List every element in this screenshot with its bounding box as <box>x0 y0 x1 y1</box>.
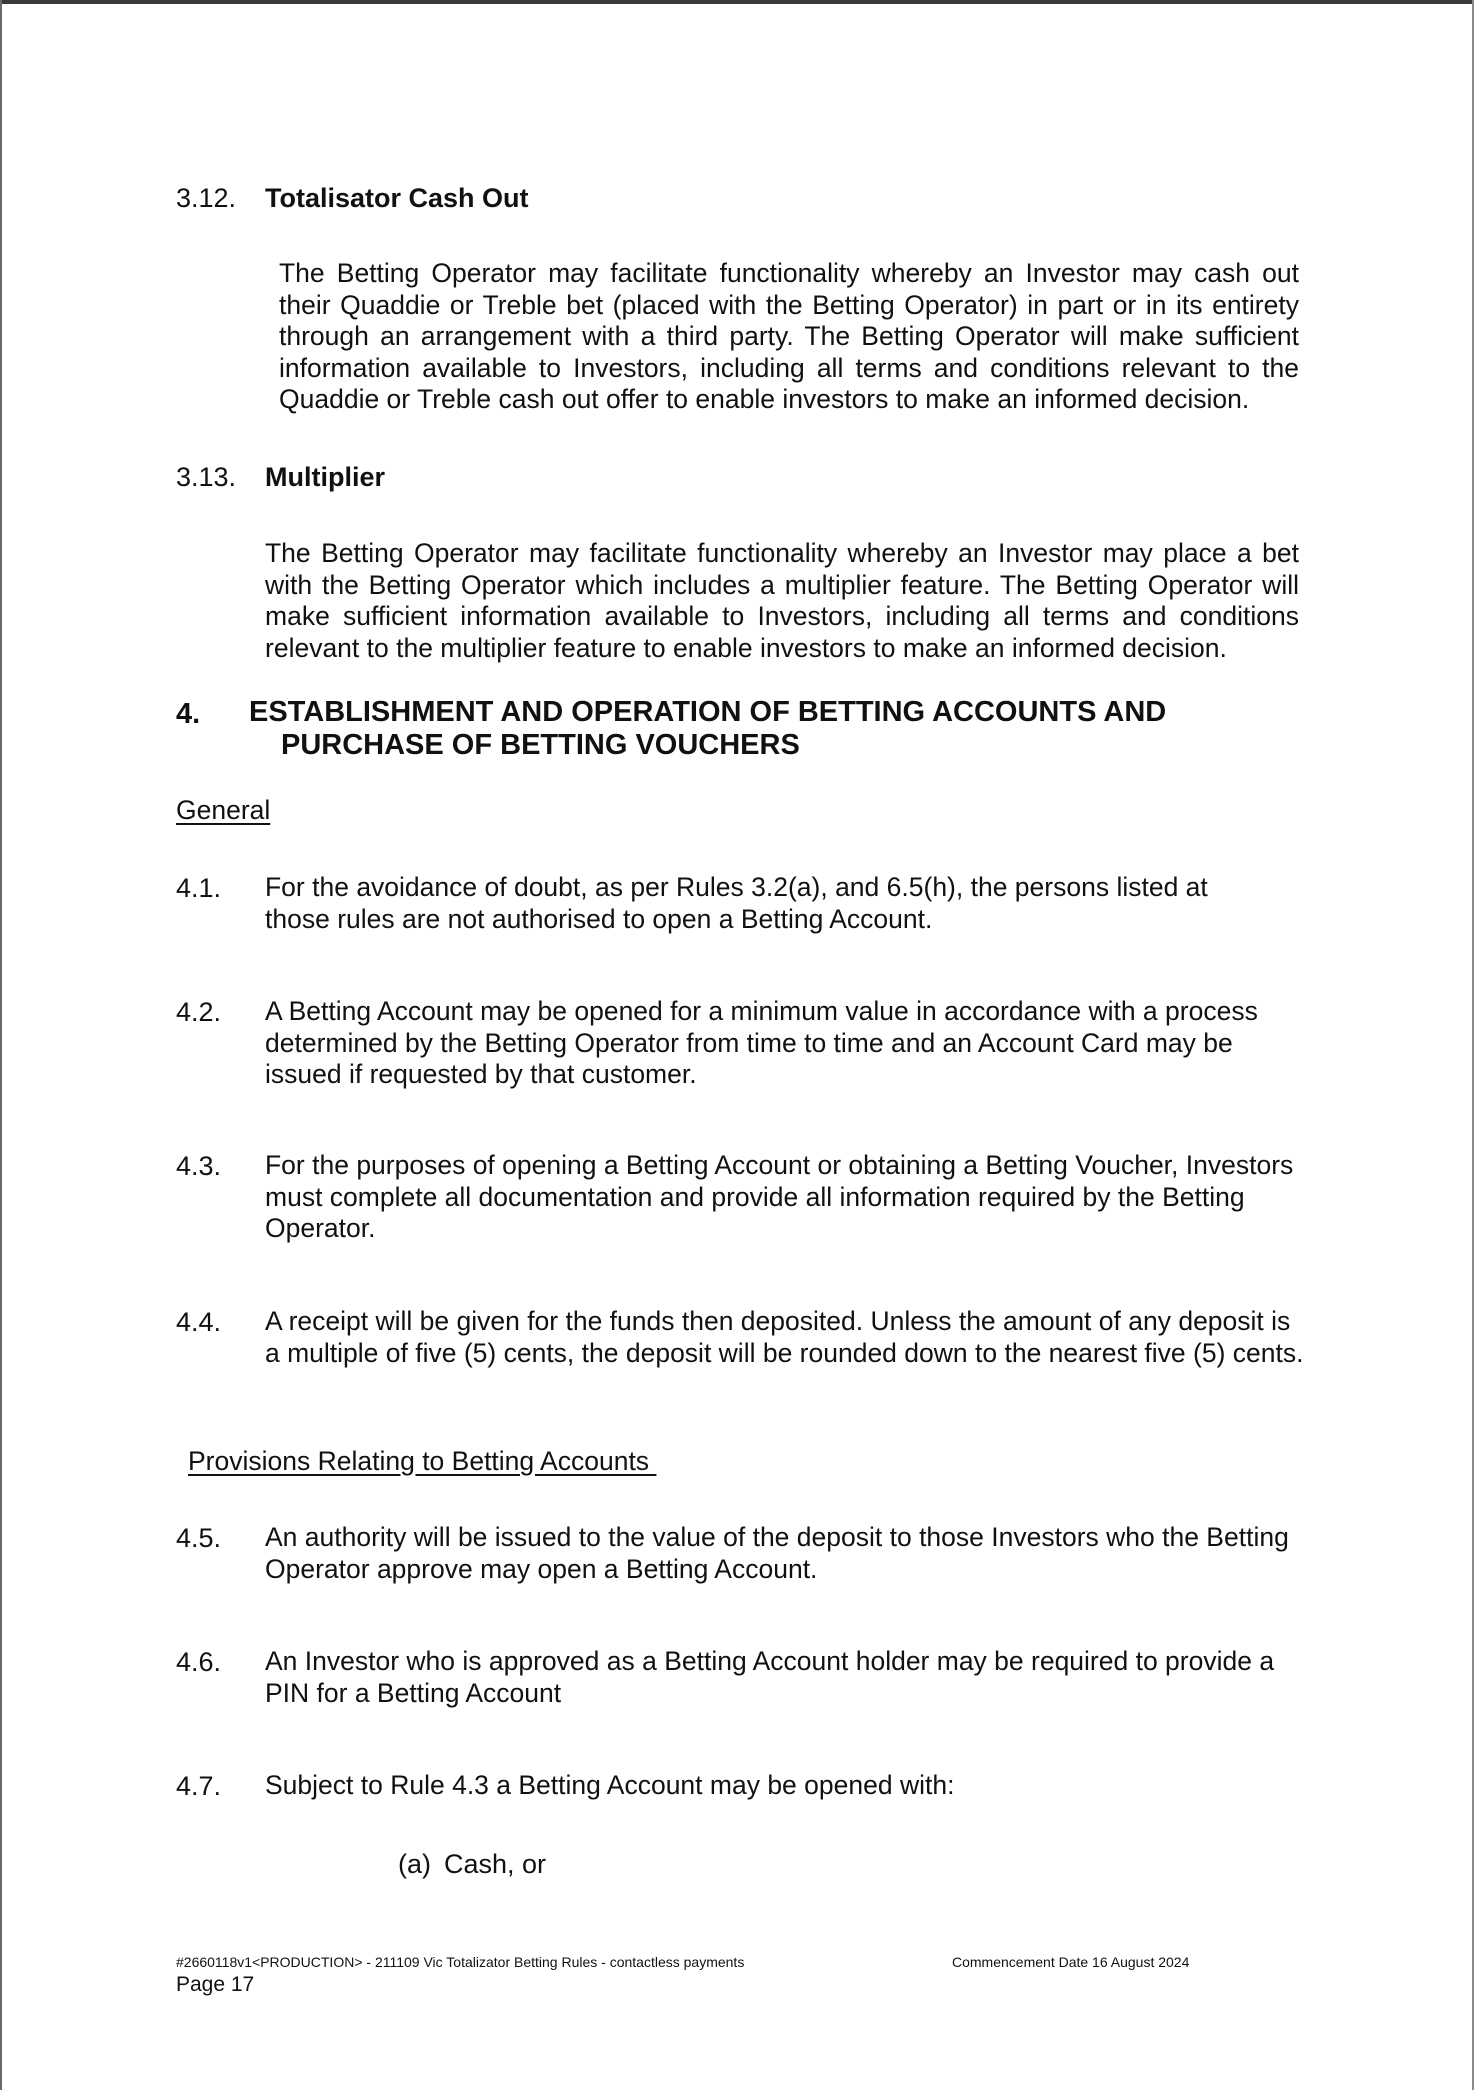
rule-text: For the purposes of opening a Betting Account or obtaining a Betting Voucher, Investors must complete all documentation and provide all information required by the Betting Operator. <box>265 1150 1294 1243</box>
section-body: The Betting Operator may facilitate functionality whereby an Investor may cash out their Quaddie or Treble bet (placed with the Betting Operator) in part or in its entirety through an arrangement with a third party. The Betting Operator will make sufficient information available to Investors, including all terms and conditions relevant to the Quaddie or Treble cash out offer to enable investors to make an informed decision. <box>279 258 1299 414</box>
rule-text: A Betting Account may be opened for a minimum value in accordance with a process determined by the Betting Operator from time to time and an Account Card may be issued if requested by that customer. <box>265 996 1258 1089</box>
section-4-title-line2: PURCHASE OF BETTING VOUCHERS <box>281 729 800 761</box>
rule-number: 4.1. <box>176 873 222 903</box>
section-4-title-line1: ESTABLISHMENT AND OPERATION OF BETTING ACCOUNTS AND <box>249 696 1167 728</box>
section-number: 3.13. <box>176 462 237 492</box>
footer-page-number: Page 17 <box>176 1973 255 1996</box>
rule-text: An Investor who is approved as a Betting Account holder may be required to provide a PIN for a Betting Account <box>265 1646 1275 1708</box>
page-top-border <box>0 0 1474 4</box>
subheading-general: General <box>176 795 271 825</box>
rule-text: Subject to Rule 4.3 a Betting Account may be opened with: <box>265 1770 955 1800</box>
subheading-provisions: Provisions Relating to Betting Accounts <box>188 1446 657 1476</box>
section-heading: Totalisator Cash Out <box>265 183 529 213</box>
rule-text: An authority will be issued to the value of the deposit to those Investors who the Betting Operator approve may open a Betting Account. <box>265 1522 1289 1584</box>
rule-text: A receipt will be given for the funds then deposited. Unless the amount of any deposit is a multiple of five (5) cents, the deposit will be rounded down to the nearest five (5) cents. <box>265 1306 1304 1368</box>
footer-document-reference: #2660118v1<PRODUCTION> - 211109 Vic Totalizator Betting Rules - contactless payments <box>176 1954 745 1970</box>
sub-item-text: Cash, or <box>444 1849 547 1879</box>
page-left-border <box>0 0 2 2090</box>
rule-number: 4.6. <box>176 1647 222 1677</box>
section-heading: Multiplier <box>265 462 385 492</box>
rule-number: 4.3. <box>176 1151 222 1181</box>
rule-number: 4.4. <box>176 1307 222 1337</box>
section-number: 3.12. <box>176 183 237 213</box>
rule-number: 4.2. <box>176 997 222 1027</box>
section-4-number: 4. <box>176 698 201 730</box>
rule-number: 4.7. <box>176 1771 222 1801</box>
section-body: The Betting Operator may facilitate functionality whereby an Investor may place a bet with the Betting Operator which includes a multiplier feature. The Betting Operator will make sufficient information available to Investors, including all terms and conditions relevant to the multiplier feature to enable investors to make an informed decision. <box>265 538 1299 663</box>
sub-item-label: (a) <box>398 1849 431 1879</box>
rule-text: For the avoidance of doubt, as per Rules 3.2(a), and 6.5(h), the persons listed at those rules are not authorised to open a Betting Account. <box>265 872 1208 934</box>
rule-number: 4.5. <box>176 1523 222 1553</box>
footer-commencement-date: Commencement Date 16 August 2024 <box>952 1954 1190 1970</box>
